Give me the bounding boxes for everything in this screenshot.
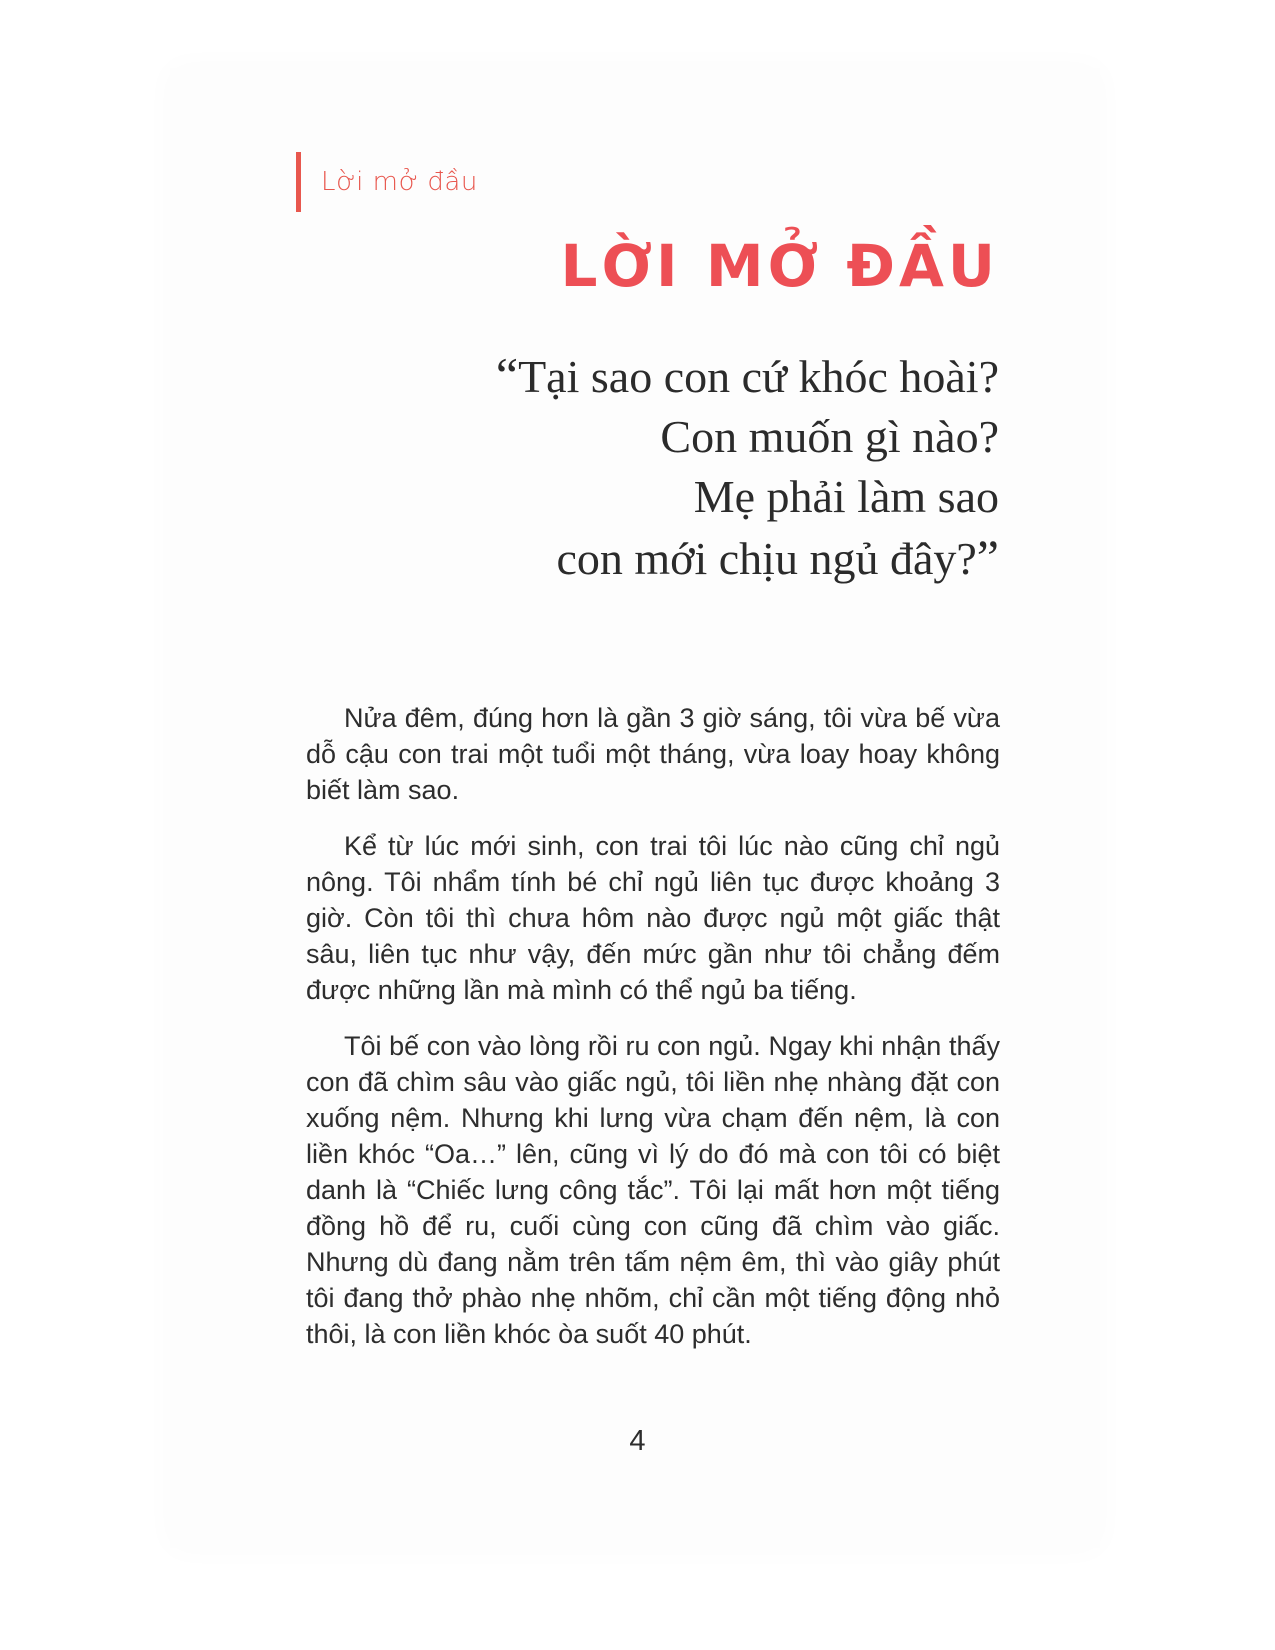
paragraph-3: Tôi bế con vào lòng rồi ru con ngủ. Ngay khi nhận thấy con đã chìm sâu vào giấc ngủ, tôi liền nhẹ nhàng đặt con xuống nệm. Nhưng khi lưng vừa chạm đến nệm, là con liền khóc “Oa…” lên, cũng vì lý do đó mà con tôi có biệt danh là “Chiếc lưng công tắc”. Tôi lại mất hơn một tiếng đồng hồ để ru, cuối cùng con cũng đã chìm vào giấc. Nhưng dù đang nằm trên tấm nệm êm, thì vào giây phút tôi đang thở phào nhẹ nhõm, chỉ cần một tiếng động nhỏ thôi, là con liền khóc òa suốt 40 phút.: [306, 1031, 1000, 1349]
paragraph-2: Kể từ lúc mới sinh, con trai tôi lúc nào cũng chỉ ngủ nông. Tôi nhẩm tính bé chỉ ngủ liên tục được khoảng 3 giờ. Còn tôi thì chưa hôm nào được ngủ một giấc thật sâu, liên tục như vậy, đến mức gần như tôi chẳng đếm được những lần mà mình có thể ngủ ba tiếng.: [306, 831, 1000, 1005]
body-text: [306, 700, 1000, 1372]
epigraph-line-1: [379, 345, 999, 407]
page-number: 4: [629, 1425, 646, 1457]
epigraph-line-4: [379, 527, 999, 589]
close-quote-mark: ”: [976, 529, 999, 585]
chapter-title: LỜI MỞ ĐẦU: [560, 232, 999, 300]
running-title: Lời mở đầu: [321, 167, 478, 197]
epigraph-line-2: Con muốn gì nào?: [660, 411, 999, 462]
epigraph-quote: [379, 345, 999, 589]
epigraph-line-3: Mẹ phải làm sao: [693, 471, 999, 522]
epigraph-line-1-text: Tại sao con cứ khóc hoài?: [518, 351, 999, 402]
running-header: [296, 152, 478, 212]
paragraph-1: Nửa đêm, đúng hơn là gần 3 giờ sáng, tôi vừa bế vừa dỗ cậu con trai một tuổi một tháng, vừa loay hoay không biết làm sao.: [306, 703, 1000, 805]
header-accent-bar: [296, 152, 301, 212]
epigraph-line-4-text: con mới chịu ngủ đây?: [556, 533, 977, 584]
open-quote-mark: “: [495, 347, 519, 403]
